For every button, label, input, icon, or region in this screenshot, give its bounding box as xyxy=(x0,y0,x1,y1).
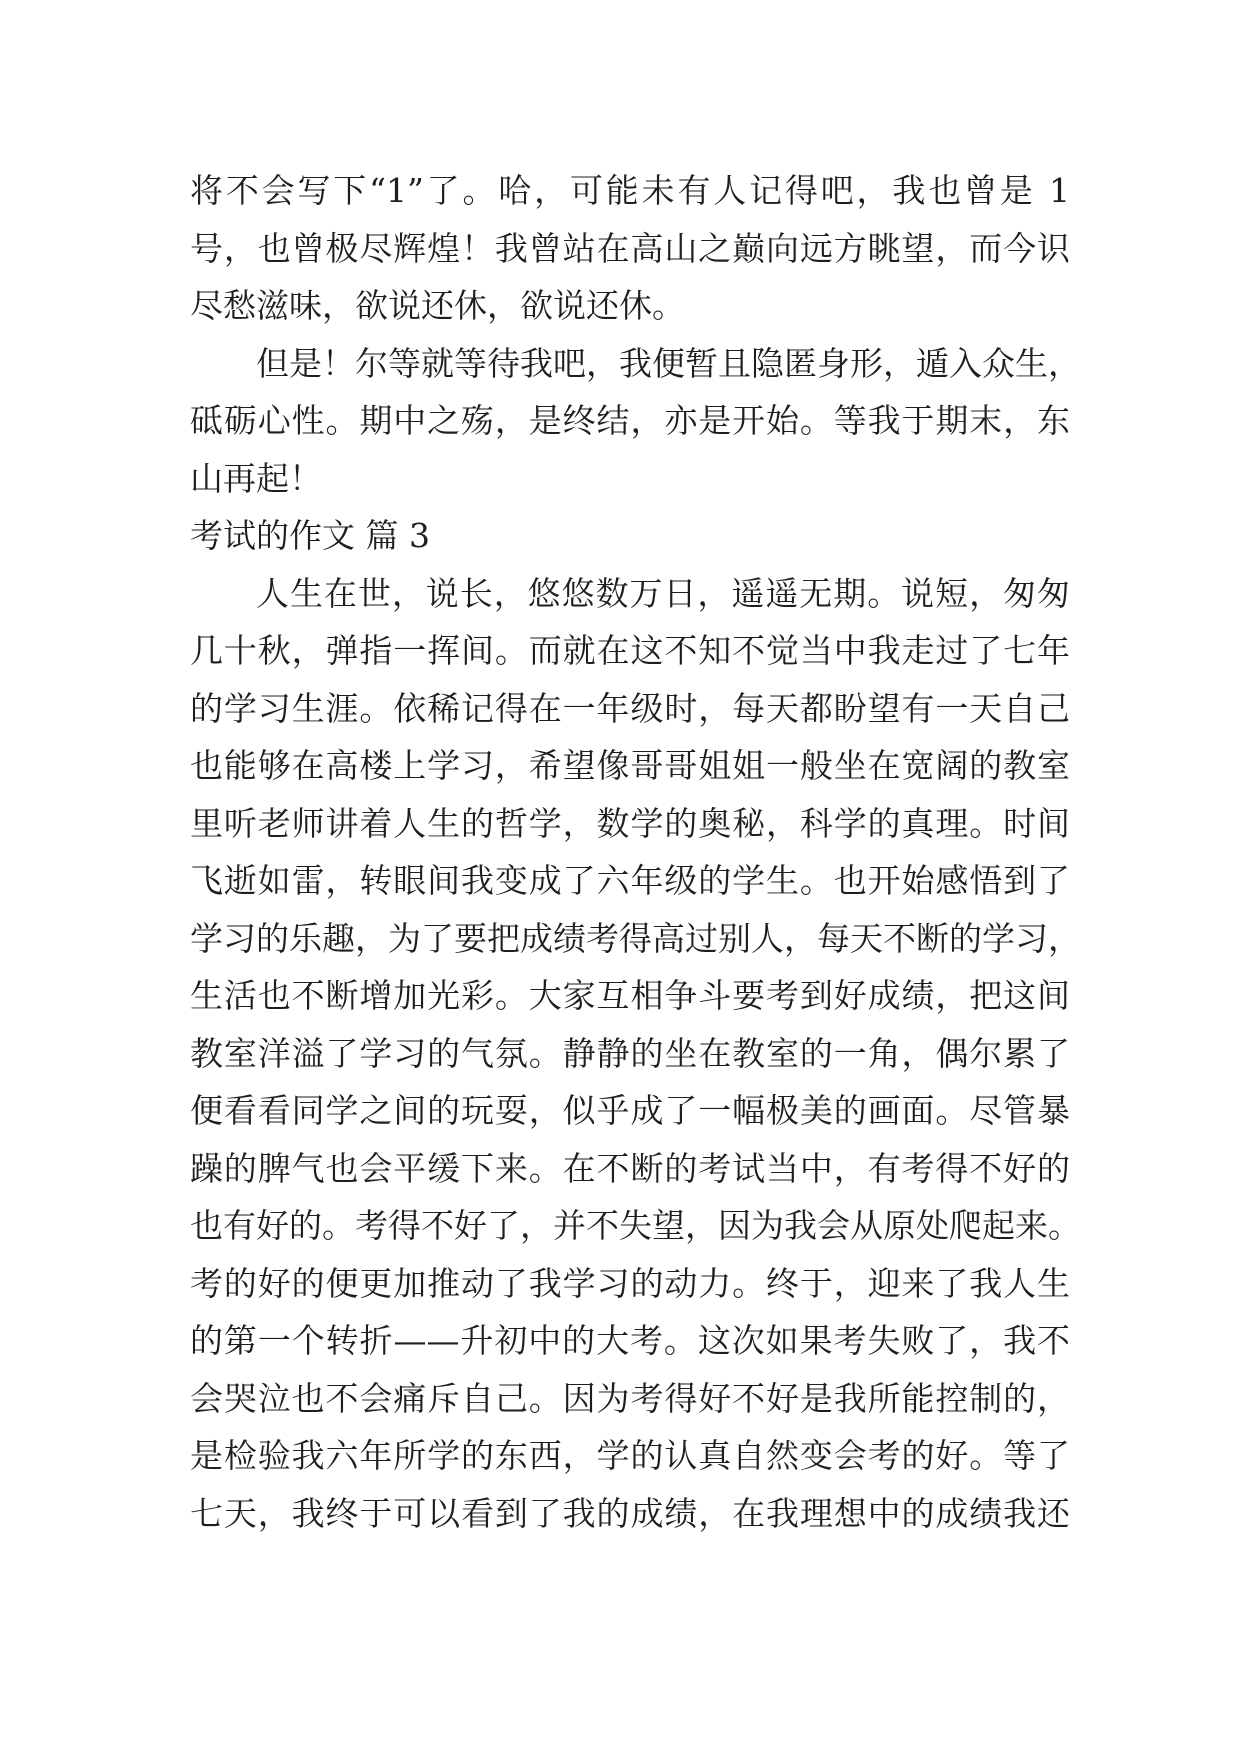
text-line: 考的好的便更加推动了我学习的动力。终于，迎来了我人生 xyxy=(190,1263,1070,1303)
text-line: 也能够在高楼上学习，希望像哥哥姐姐一般坐在宽阔的教室 xyxy=(190,746,1070,785)
text-line: 七天，我终于可以看到了我的成绩，在我理想中的成绩我还 xyxy=(190,1493,1070,1533)
text-line: 里听老师讲着人生的哲学，数学的奥秘，科学的真理。时间 xyxy=(190,803,1070,843)
text-line: 是检验我六年所学的东西，学的认真自然变会考的好。等了 xyxy=(190,1436,1070,1475)
text-line: 将不会写下“1”了。哈，可能未有人记得吧，我也曾是 1 xyxy=(190,171,1070,210)
text-line: 会哭泣也不会痛斥自己。因为考得好不好是我所能控制的， xyxy=(190,1378,1070,1418)
paragraph-first-line: 但是！尔等就等待我吧，我便暂且隐匿身形，遁入众生， xyxy=(256,343,1081,383)
text-line: 尽愁滋味，欲说还休，欲说还休。 xyxy=(190,286,685,325)
text-line: 几十秋，弹指一挥间。而就在这不知不觉当中我走过了七年 xyxy=(190,631,1070,670)
text-line: 也有好的。考得不好了，并不失望，因为我会从原处爬起来。 xyxy=(190,1206,1081,1245)
text-line: 号，也曾极尽辉煌！我曾站在高山之巅向远方眺望，而今识 xyxy=(190,228,1070,268)
text-line: 躁的脾气也会平缓下来。在不断的考试当中，有考得不好的 xyxy=(190,1148,1070,1188)
text-line: 山再起！ xyxy=(190,458,322,498)
paragraph-first-line: 人生在世，说长，悠悠数万日，遥遥无期。说短，匆匆 xyxy=(256,573,1070,613)
text-line: 的学习生涯。依稀记得在一年级时，每天都盼望有一天自己 xyxy=(190,688,1070,728)
text-line: 便看看同学之间的玩耍，似乎成了一幅极美的画面。尽管暴 xyxy=(190,1091,1070,1130)
text-line: 飞逝如雷，转眼间我变成了六年级的学生。也开始感悟到了 xyxy=(190,861,1070,900)
section-heading: 考试的作文 篇 3 xyxy=(190,516,430,555)
text-line: 学习的乐趣，为了要把成绩考得高过别人，每天不断的学习， xyxy=(190,918,1081,958)
text-line: 的第一个转折——升初中的大考。这次如果考失败了，我不 xyxy=(190,1321,1070,1360)
text-line: 生活也不断增加光彩。大家互相争斗要考到好成绩，把这间 xyxy=(190,976,1070,1015)
text-line: 教室洋溢了学习的气氛。静静的坐在教室的一角，偶尔累了 xyxy=(190,1033,1070,1073)
text-line: 砥砺心性。期中之殇，是终结，亦是开始。等我于期末，东 xyxy=(190,401,1070,440)
essay-body xyxy=(190,162,1081,1542)
